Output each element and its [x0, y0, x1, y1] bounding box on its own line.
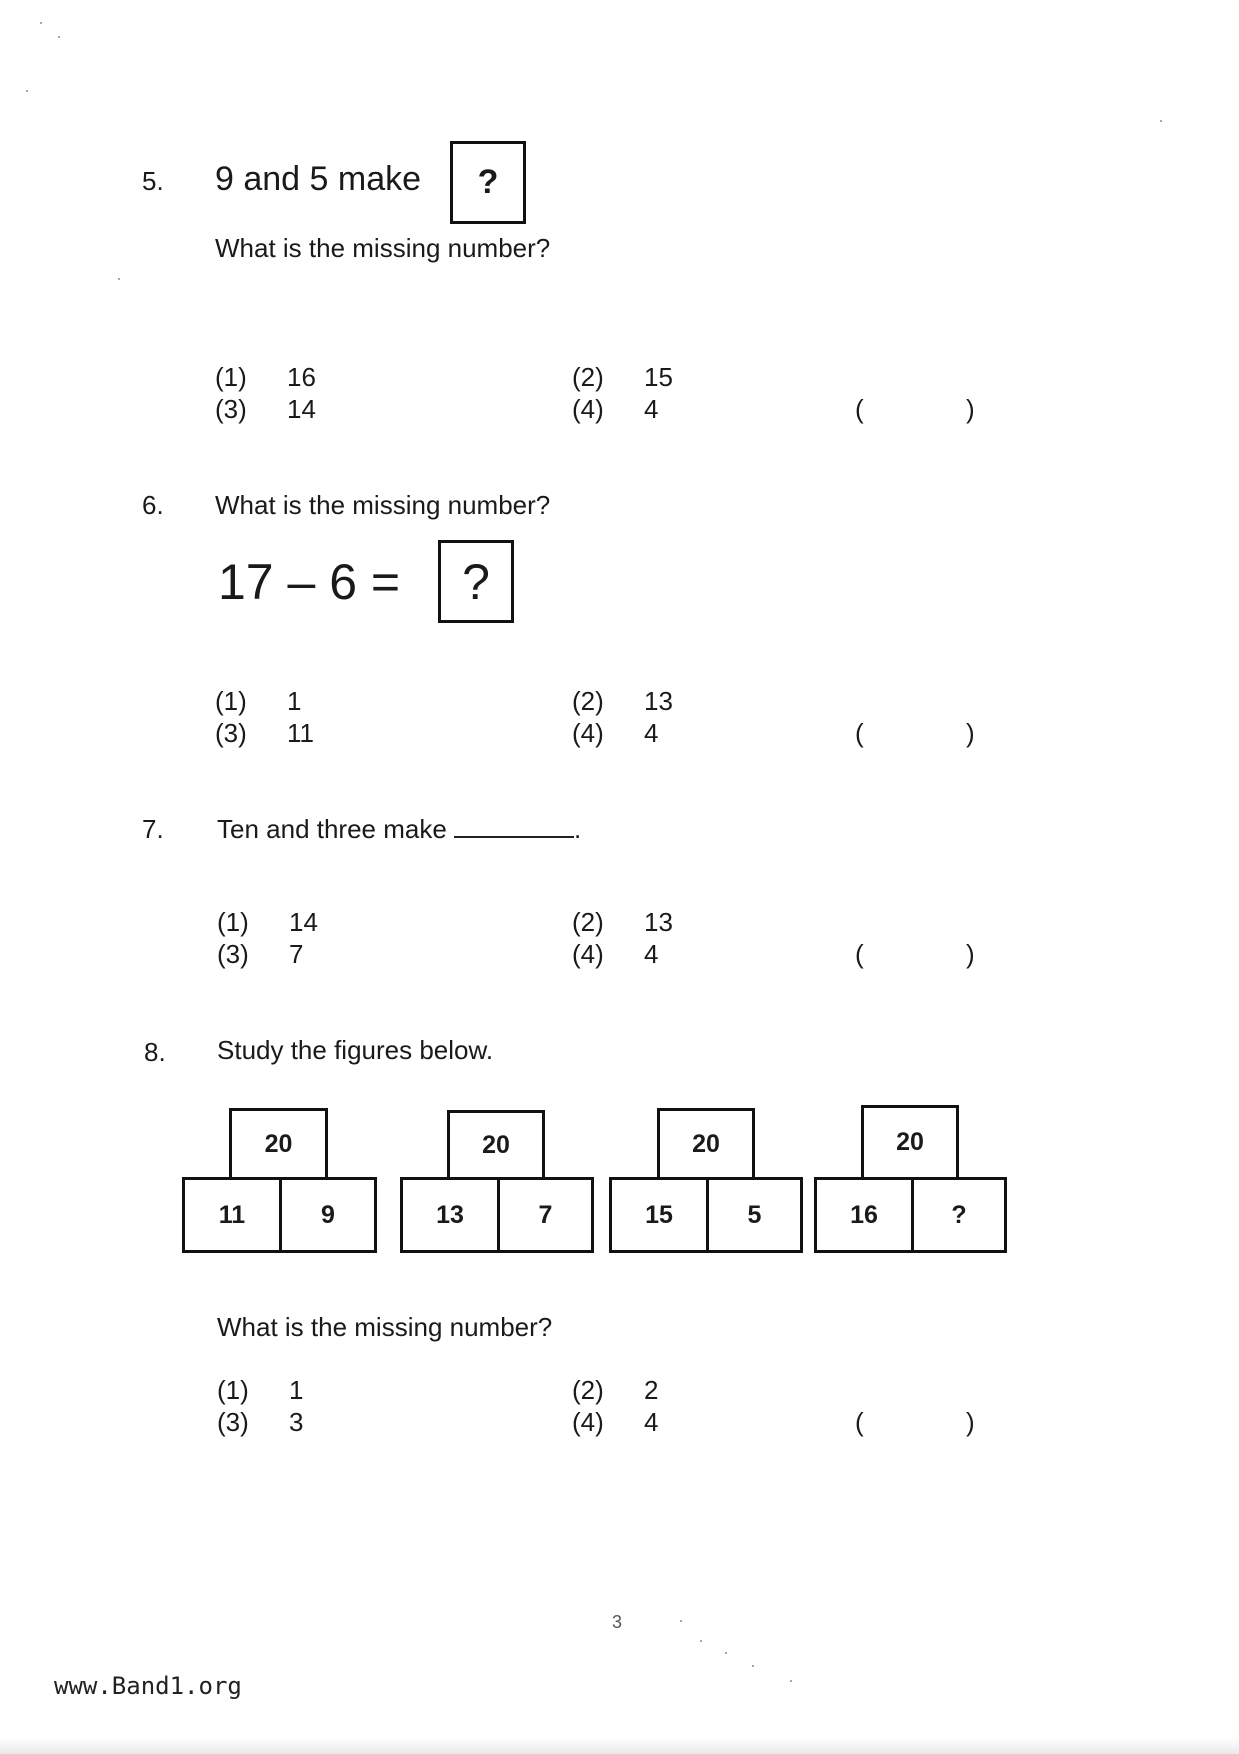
- option-4[interactable]: [572, 939, 658, 970]
- option-label: (1): [217, 1375, 249, 1405]
- sentence-end: .: [574, 814, 582, 844]
- page-number: 3: [612, 1612, 623, 1632]
- option-1[interactable]: [217, 1375, 303, 1406]
- option-value: 4: [644, 394, 659, 424]
- question-number: 8.: [144, 1037, 166, 1067]
- figure-left-cell: 13: [400, 1177, 500, 1253]
- missing-number-box: [450, 141, 526, 224]
- question-prompt: What is the missing number?: [217, 1312, 553, 1342]
- option-2[interactable]: [572, 907, 673, 938]
- figure-top-cell: 20: [229, 1108, 328, 1180]
- option-value: 15: [644, 362, 673, 392]
- answer-bracket-close[interactable]: ): [966, 939, 975, 969]
- answer-blank[interactable]: [454, 812, 574, 838]
- option-value: 13: [644, 907, 673, 937]
- option-value: 4: [644, 718, 659, 748]
- option-value: 4: [644, 1407, 659, 1437]
- option-3[interactable]: [215, 394, 316, 425]
- question-number: 5.: [142, 166, 164, 196]
- scan-speck: [58, 36, 60, 38]
- option-value: 3: [289, 1407, 304, 1437]
- scan-speck: [725, 1652, 727, 1654]
- option-1[interactable]: [215, 362, 316, 393]
- option-3[interactable]: [215, 718, 314, 749]
- option-label: (4): [572, 718, 604, 748]
- scan-speck: [1160, 120, 1162, 122]
- option-value: 7: [289, 939, 304, 969]
- figure-right-cell: ?: [911, 1177, 1007, 1253]
- option-2[interactable]: [572, 1375, 658, 1406]
- option-1[interactable]: [217, 907, 318, 938]
- answer-bracket-open[interactable]: (: [855, 939, 864, 969]
- option-label: (2): [572, 1375, 604, 1405]
- option-label: (4): [572, 939, 604, 969]
- option-value: 4: [644, 939, 659, 969]
- answer-bracket-close[interactable]: ): [966, 718, 975, 748]
- scan-edge: [0, 1738, 1239, 1754]
- question-prompt: What is the missing number?: [215, 233, 551, 263]
- scan-speck: [752, 1665, 754, 1667]
- option-value: 1: [287, 686, 302, 716]
- option-label: (2): [572, 686, 604, 716]
- question-text: Study the figures below.: [217, 1035, 494, 1065]
- option-label: (1): [215, 362, 247, 392]
- answer-bracket-open[interactable]: (: [855, 718, 864, 748]
- figure-left-cell: 16: [814, 1177, 914, 1253]
- option-value: 16: [287, 362, 316, 392]
- option-label: (4): [572, 1407, 604, 1437]
- missing-number-box: [438, 540, 514, 623]
- scan-speck: [790, 1680, 792, 1682]
- option-value: 13: [644, 686, 673, 716]
- question-mark: ?: [462, 553, 490, 610]
- question-mark: ?: [477, 163, 499, 201]
- option-label: (4): [572, 394, 604, 424]
- option-2[interactable]: [572, 362, 673, 393]
- answer-bracket-close[interactable]: ): [966, 394, 975, 424]
- question-text-line: [217, 812, 581, 845]
- option-label: (1): [215, 686, 247, 716]
- option-label: (2): [572, 362, 604, 392]
- option-label: (3): [215, 394, 247, 424]
- option-value: 11: [287, 718, 314, 748]
- question-text: Ten and three make: [217, 814, 447, 844]
- footer-website[interactable]: www.Band1.org: [54, 1672, 242, 1700]
- option-value: 14: [287, 394, 316, 424]
- option-label: (2): [572, 907, 604, 937]
- figure-left-cell: 15: [609, 1177, 709, 1253]
- scan-speck: [26, 90, 28, 92]
- scan-speck: [40, 22, 42, 24]
- figure-right-cell: 7: [497, 1177, 594, 1253]
- option-label: (3): [217, 939, 249, 969]
- scan-speck: [680, 1620, 682, 1622]
- question-text: What is the missing number?: [215, 490, 551, 520]
- answer-bracket-open[interactable]: (: [855, 1407, 864, 1437]
- option-4[interactable]: [572, 1407, 658, 1438]
- option-value: 2: [644, 1375, 659, 1405]
- scan-speck: [118, 278, 120, 280]
- option-4[interactable]: [572, 718, 658, 749]
- option-label: (3): [215, 718, 247, 748]
- equation: 17 – 6 =: [218, 554, 401, 610]
- option-4[interactable]: [572, 394, 658, 425]
- scan-speck: [700, 1640, 702, 1642]
- option-3[interactable]: [217, 1407, 303, 1438]
- option-3[interactable]: [217, 939, 303, 970]
- figure-top-cell: 20: [657, 1108, 755, 1180]
- option-label: (1): [217, 907, 249, 937]
- figure-right-cell: 5: [706, 1177, 803, 1253]
- option-value: 1: [289, 1375, 304, 1405]
- answer-bracket-open[interactable]: (: [855, 394, 864, 424]
- option-1[interactable]: [215, 686, 301, 717]
- option-2[interactable]: [572, 686, 673, 717]
- question-number: 7.: [142, 814, 164, 844]
- figure-top-cell: 20: [861, 1105, 959, 1180]
- figure-left-cell: 11: [182, 1177, 282, 1253]
- question-text: 9 and 5 make: [215, 160, 422, 198]
- answer-bracket-close[interactable]: ): [966, 1407, 975, 1437]
- figure-right-cell: 9: [279, 1177, 377, 1253]
- option-value: 14: [289, 907, 318, 937]
- figure-top-cell: 20: [447, 1110, 545, 1180]
- question-number: 6.: [142, 490, 164, 520]
- option-label: (3): [217, 1407, 249, 1437]
